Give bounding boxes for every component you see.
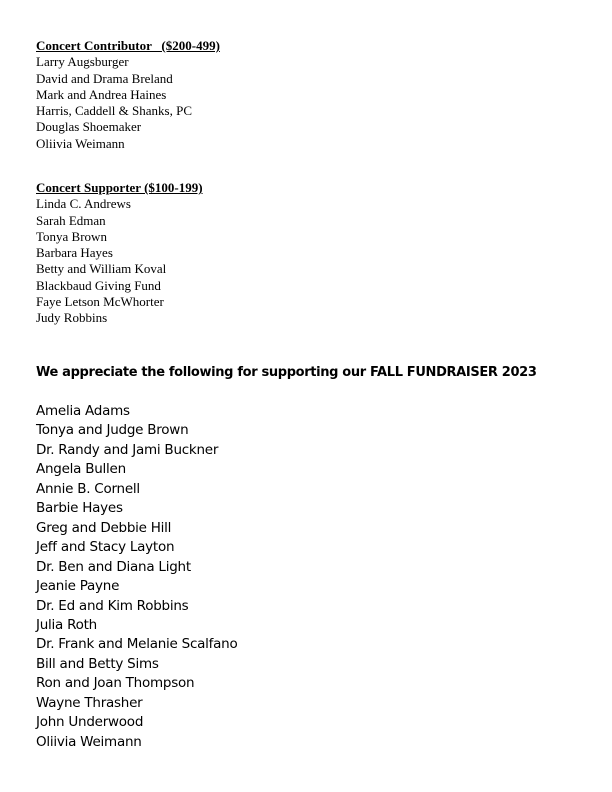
fundraiser-name: Dr. Frank and Melanie Scalfano	[36, 636, 238, 653]
supporter-name: Betty and William Koval	[36, 261, 167, 277]
contributor-name: Oliivia Weimann	[36, 135, 125, 151]
fundraiser-name: Dr. Ed and Kim Robbins	[36, 597, 189, 614]
contributor-name: Mark and Andrea Haines	[36, 86, 167, 102]
fundraiser-name: Jeff and Stacy Layton	[36, 539, 175, 556]
fundraiser-name: Oliivia Weimann	[36, 733, 142, 750]
fundraiser-name: Barbie Hayes	[36, 500, 123, 517]
concert-contributor-heading: Concert Contributor ($200-499)	[36, 38, 220, 53]
concert-contributor-section	[36, 38, 220, 152]
fundraiser-name: John Underwood	[36, 714, 144, 731]
supporter-name: Tonya Brown	[36, 228, 107, 244]
fundraiser-name: Bill and Betty Sims	[36, 655, 159, 672]
fundraiser-name: Tonya and Judge Brown	[36, 422, 189, 439]
concert-supporter-heading: Concert Supporter ($100-199)	[36, 180, 203, 195]
fundraiser-name: Greg and Debbie Hill	[36, 519, 172, 536]
supporter-name: Judy Robbins	[36, 310, 108, 326]
fundraiser-name: Jeanie Payne	[36, 578, 120, 595]
fundraiser-name: Dr. Randy and Jami Buckner	[36, 441, 219, 458]
fall-fundraiser-list	[36, 402, 238, 752]
supporter-name: Linda C. Andrews	[36, 196, 131, 212]
supporter-name: Blackbaud Giving Fund	[36, 277, 161, 293]
fundraiser-name: Ron and Joan Thompson	[36, 675, 195, 692]
fundraiser-name: Amelia Adams	[36, 403, 130, 419]
contributor-name: Douglas Shoemaker	[36, 119, 142, 135]
fundraiser-name: Wayne Thrasher	[36, 694, 143, 711]
concert-supporter-section	[36, 180, 203, 327]
supporter-name: Sarah Edman	[36, 212, 106, 228]
fall-fundraiser-heading: We appreciate the following for supporting our FALL FUNDRAISER 2023	[36, 365, 537, 380]
contributor-name: David and Drama Breland	[36, 70, 173, 86]
fundraiser-name: Angela Bullen	[36, 461, 126, 478]
supporter-name: Barbara Hayes	[36, 245, 113, 261]
fundraiser-name: Julia Roth	[36, 616, 97, 633]
contributor-name: Larry Augsburger	[36, 54, 129, 70]
fundraiser-name: Dr. Ben and Diana Light	[36, 558, 191, 575]
fundraiser-name: Annie B. Cornell	[36, 480, 140, 497]
supporter-name: Faye Letson McWhorter	[36, 294, 164, 310]
contributor-name: Harris, Caddell & Shanks, PC	[36, 103, 192, 119]
